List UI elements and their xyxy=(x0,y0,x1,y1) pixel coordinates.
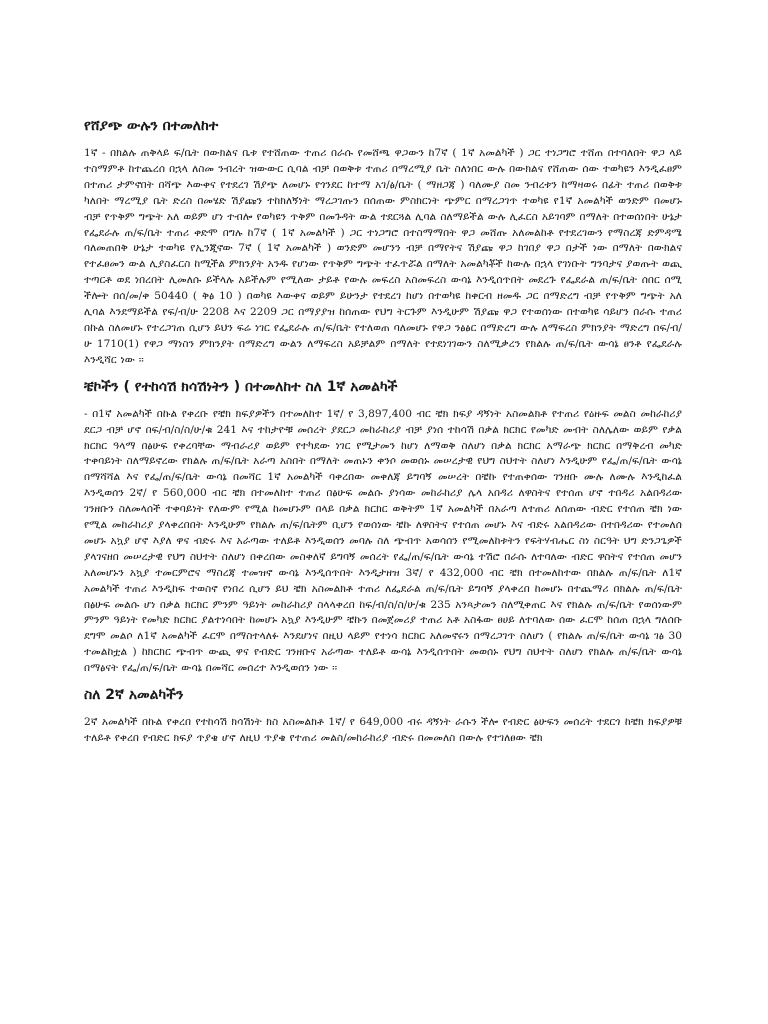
section-paragraph: 1ኛ - በክልሉ ጠቅላይ ፍ/ቤት በውክልና ቤቱ የተሸጠው ተጠሪ በራሱ የመሸጫ ዋጋውን ከ7ኛ ( 1ኛ አመልካች ) ጋር ተነጋግሮ ተሸጠ በተባለበት ዋጋ ላይ ተስማምቶ ከተጨረሰ በኋላ ለስመ ንብረት ዝውውር ሲባል ብቻ በወቅቱ ተጠሪ በማረሚያ ቤት ስለነበር ውሉ በውክልና የሸጠው ሰው ተወካዩን እንዲፈፀም በተጠሪ ታምኖበት በሻጭ እውቀና የተደረገ ሽያጭ ለመሆኑ የጎንደር ከተማ አገ/ፅ/ቤት ( ማዘጋጃ ) ባለሙያ ስመ ንብረቱን ከማዛወሩ በፊት ተጠሪ በወቅቱ ካለበት ማረሚያ ቤት ድረስ በመሄድ ሽያጩን ተከክለኝነት ማረጋገጡን በሰጠው ምስክርነት ጭምር በማረጋገጥ ተወካዩ የ1ኛ አመልካች ወንድም በመሆኑ ብቻ የጥቅም ግጭት አለ ወይም ሆነ ተብሎ የወካዩን ጥቅም በመጉዳት ውል ተደርጓል ሊባል ስለማይችል ውሉ ሊፈርስ አይገባም በማለት በተወሰነበት ሁኔታ የፌደራሉ ጠ/ፍ/ቤት ተጠሪ ቀድሞ በግሉ ከ7ኛ ( 1ኛ አመልካች ) ጋር ተነጋግሮ በተስማማበት ዋጋ መሸጡ አለመልከቶ የተደረገውን የማስረጃ ድምዳሜ ባለመጠበቅ ሁኔታ ተወካዩ የኢንጂኖው 7ኛ ( 1ኛ አመልካች ) ወንድም መሆንን ብቻ በማየትና ሽያጩ ዋጋ ከገበያ ዋጋ በታች ነው በማለት በውክልና የተፈፀመን ውል ሊያስፈርስ ከሚችል ምክንያት አንዱ የሆነው የጥቅም ግጭት ተፈጥሯል በማለት አመልካቾች ከውሉ በኋላ የገነቡት ግንባታና ያወጡት ወጪ ተጣርቶ ወደ ነበረበት ሊመለሱ ይችላሉ አይችሉም የሚለው ታይቶ የውሉ መፍረስ አስመፍረስ ውሳኔ እንዲሰጥበት መደረጉ የፌደራል ጠ/ፍ/ቤት ሰበር ሰሚ ችሎት በሰ/መ/ቀ 50440 ( ቅፅ 10 ) በወካዩ እውቀና ወይም ይሁንታ የተደረገ ከሆነ በተወካዩ ከቀርብ ዘመዱ ጋር በማድረግ ብቻ የጥቅም ግጭት አለ ሊባል እንደማይችል የፍ/ብ/ሁ 2208 እና 2209 ጋር በማያያዝ ከሰጠው የህግ ትርጉም እንዲሁም ሽያጩ ዋጋ የተወሰነው በተወካዩ ሳይሆን በራሱ ተጠሪ በኩል ስለመሆኑ የተረጋገጠ ሲሆን ይህን ፍሬ ነገር የፌደራሉ ጠ/ፍ/ቤት የተለወጠ ባለመሆኑ የዋጋ ንፅፅር በማድረግ ውሉ ለማፍረስ ምክንያት ማድረግ በፍ/ብ/ሁ 1710(1) የዋጋ ማነስን ምክንያት በማድረግ ውልን ለማፍረስ አይቻልም በማለት የተደነገገውን ስለሚቃረን የክልሉ ጠ/ፍ/ቤት ውሳኔ ፀንቶ የፌደራሉ እንዲሻር ነው ፡፡ xyxy=(84,147,682,366)
section-heading: ቼኮችን ( የተከሳሽ ክሳሽነትን ) በተመለከተ ስለ 1ኛ አመልካች xyxy=(84,378,398,395)
section-cheques-first-applicant xyxy=(84,377,682,677)
section-heading: የሸያጭ ውሉን በተመለከተ xyxy=(84,118,219,134)
section-second-applicant xyxy=(84,685,682,747)
section-paragraph: 2ኛ አመልካች በኩል የቀረበ የተከሳሽ ክሳሽነት ክስ አስመልክቶ 1ኛ/ የ 649,000 ብሩ ዳኝነት ራሱን ችሎ የብድር ፅሁፍን መሰረት ተደርጎ ከቼክ ክፍያዎቹ ተለይቶ የቀረበ የብድር ክፍያ ጥያቄ ሆኖ ለዚህ ጥያቄ የተጠሪ መልስ/መከራከሪያ ብድሩ በመመለስ በውሉ የተገለፀው ቼክ xyxy=(84,716,682,744)
section-heading: ስለ 2ኛ አመልካችን xyxy=(84,687,184,704)
document-page xyxy=(84,116,682,755)
section-paragraph: - በ1ኛ አመልካች በኩል የቀረቡ የቼክ ክፍያዎችን በተመለከተ 1ኛ/ የ 3,897,400 ብር ቼክ ክፍያ ዳኝነት አስመልክቶ የተጠሪ የዕዙፍ መልስ መከራከሪያ ደርጋ ብቻ ሆኖ በፍ/ብ/ስ/ስ/ሁ/ቁ 241 እና ተከታዮቹ መሰረት ያደርጋ መከራከሪያ ብቻ ያነሰ ተከሳሽ በቃል ክርክር የመካድ መብት ስለሌለው ወይም የቃል ክርክር ዓላማ በፅሁፍ የቀረባቸው ማብራሪያ ወይም የተካደው ነገር የሚታመን ከሆነ ለማወቅ ስለሆነ በቃል ክርክር አማራጭ ክርክር በማቅረብ መካድ ተቀባይነት ስለማይኖረው የክልሉ ጠ/ፍ/ቤት አራጣ አስበት በማለት መጠኑን ቀንሶ መወሰኑ መሠረታዊ የህግ ስህተት ስለሆነ እንዲሁም የፌ/ጠ/ፍ/ቤት ውሳኔ በማሻሻል እና የፌ/ጠ/ፍ/ቤት ውሳኔ በመሻር 1ኛ አመልካች ባቀረበው መቀለጃ ይግባኝ መሠረት በቼኩ የተጠቀሰው ገንዘቡ ሙሉ ለሙሉ እንዲከፈል እንዲወሰን 2ኛ/ የ 560,000 ብር ቼክ በተመለከተ ተጠሪ በፅሁፍ መልሱ ያነሳው መከራከሪያ ሌላ አበዳሪ ለዋስትና የተሰጠ ሆኖ ተበዳሪ አልበዳሪው ገንዘቡን ስለመላሰች ተቀባይነት የለውም የሚል ከመሆኑም በላይ በቃል ክርክር ወቅትም 1ኛ አመልካች በአራጣ ለተጠሪ ለሰጠው ብድር የተሰጠ ቼክ ነው የሚል መከራከሪያ ያላቀረበበት እንዲሁም የክልሉ ጠ/ፍ/ቤትም ቢሆን የወሰነው ቼኩ ለዋስትና የተሰጠ መሆኑ እና ብድሩ አልበዳሪው በተበዳሪው የተመለሰ መሆኑ አኳያ ሆኖ እያለ ዋና ብድሩ እና አራጣው ተለይቶ እንዲወሰን መባሉ ስለ ጭብጥ አወሳሰን የሚመለከቱትን የፍትሃብሔር ስነ ስርዓት ህግ ድንጋጌዎች ያላገናዘበ መሠረታዊ የህግ ስህተት ስለሆነ በቀረበው መስቀለኛ ይግባኝ መሰረት የፌ/ጠ/ፍ/ቤት ውሳኔ ተሽሮ በራሱ ለተባለው ብድር ዋስትና የተሰጠ መሆን አለመሆኑን አኳያ ተመርምሮና ማስረጃ ተመዝኖ ውሳኔ እንዲሰጥበት እንዲታዘዝ 3ኛ/ የ 432,000 ብር ቼክ በተመለከተው በክልሉ ጠ/ፍ/ቤት ለ1ኛ አመልካች ተጠሪ እንዲከፍ ተወስኖ የነበረ ሲሆን ይህ ቼክ አስመልክቶ ተጠሪ ለፌደራል ጠ/ፍ/ቤት ይግባኝ ያላቀረበ ከመሆኑ በተጨማሪ በክልሉ ጠ/ፍ/ቤት በፅሁፍ መልሱ ሆነ በቃል ክርክር ምንም ዓይነት መከራከሪያ ስላላቀረበ ከፍ/ብ/ስ/ስ/ሁ/ቁ 235 አንጻታመን ስለሚቀጠር እና የክልሉ ጠ/ፍ/ቤት የወሰነውም ምንም ዓይነት የመካድ ክርክር ያልተነሳበት ከመሆኑ አኳያ እንዲሁም ቼኩን በመጀመሪያ ተጠሪ አቶ አስፋው ፀሀይ ለተባለው ሰው ፈርሞ ከሰጠ በኋላ ግለሰቡ ደግሞ መልሶ ለ1ኛ አመልካች ፈርሞ በማስተላለፉ እንደሆነና በዚህ ላይም የተነሳ ክርክር አለመኖሩን በማረጋገጥ ስለሆነ ( የክልሉ ጠ/ፍ/ቤት ውሳኔ ገፅ 30 ተመልከቷል ) ከክርክር ጭብጥ ውጪ ዋና የብድር ገንዘቡና አራጣው ተለይቶ ውሳኔ እንዲሰጥበት መወሰኑ የህግ ስህተት ስለሆነ የክልሉ ጠ/ፍ/ቤት ውሳኔ በማፅናት የፌ/ጠ/ፍ/ቤት ውሳኔ በመሻር መሰረተ እንዲወሰን ነው ፡፡ xyxy=(84,407,682,675)
section-sale-agreement xyxy=(84,116,682,369)
